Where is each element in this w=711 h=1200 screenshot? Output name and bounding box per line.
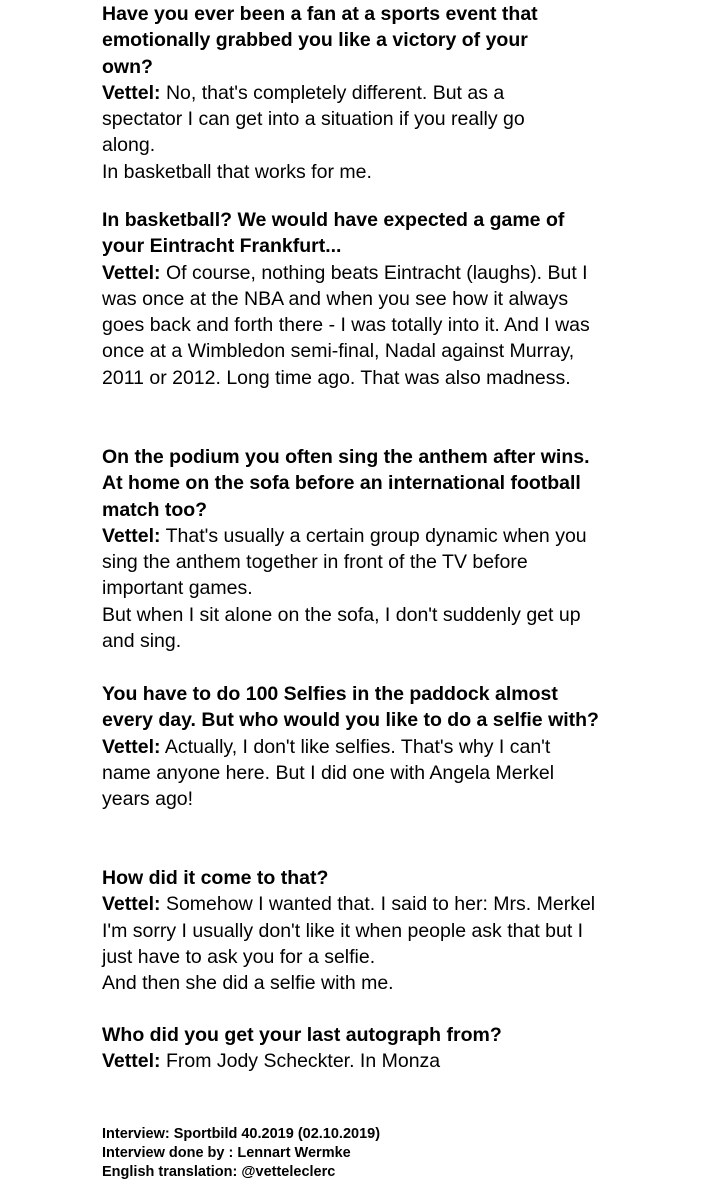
credit-interviewer: Interview done by : Lennart Wermke xyxy=(102,1145,351,1161)
speaker-label: Vettel: xyxy=(102,81,161,104)
speaker-label: Vettel: xyxy=(102,524,161,547)
qa-block xyxy=(102,865,602,996)
answer-text: Somehow I wanted that. I said to her: Mrs. Merkel I'm sorry I usually don't like it when people ask that but I just have to ask you for a selfie. xyxy=(102,893,596,968)
qa-block xyxy=(102,207,602,391)
qa-block xyxy=(102,681,602,812)
speaker-label: Vettel: xyxy=(102,1050,161,1073)
qa-block xyxy=(102,1,572,185)
answer xyxy=(102,80,572,185)
answer-text: In basketball that works for me. xyxy=(102,160,372,183)
answer xyxy=(102,891,602,996)
answer xyxy=(102,734,602,813)
question: Who did you get your last autograph from? xyxy=(102,1024,502,1046)
question: You have to do 100 Selfies in the paddock almost every day. But who would you like to do a selfie with? xyxy=(102,683,599,732)
credit-translation: English translation: @vetteleclerc xyxy=(102,1164,336,1180)
credits xyxy=(102,1125,380,1182)
question: How did it come to that? xyxy=(102,867,329,889)
answer-text: From Jody Scheckter. In Monza xyxy=(165,1050,441,1073)
answer-text: No, that's completely different. But as a spectator I can get into a situation if you really go along. xyxy=(102,81,525,157)
answer-text: But when I sit alone on the sofa, I don't suddenly get up and sing. xyxy=(102,603,581,653)
qa-block xyxy=(102,1022,602,1075)
question: In basketball? We would have expected a game of your Eintracht Frankfurt... xyxy=(102,209,565,258)
qa-block xyxy=(102,444,602,654)
answer-text: And then she did a selfie with me. xyxy=(102,972,394,995)
answer xyxy=(102,1048,602,1074)
credit-source: Interview: Sportbild 40.2019 (02.10.2019) xyxy=(102,1126,381,1142)
answer-text: That's usually a certain group dynamic when you sing the anthem together in front of the TV before important games. xyxy=(102,524,587,600)
speaker-label: Vettel: xyxy=(102,893,161,916)
question: On the podium you often sing the anthem after wins. At home on the sofa before an international football match too? xyxy=(102,446,590,521)
answer xyxy=(102,523,602,654)
speaker-label: Vettel: xyxy=(102,261,161,284)
speaker-label: Vettel: xyxy=(102,735,161,758)
answer xyxy=(102,260,602,391)
question: Have you ever been a fan at a sports event that emotionally grabbed you like a victory of your own? xyxy=(102,3,538,78)
answer-text: Actually, I don't like selfies. That's why I can't name anyone here. But I did one with Angela Merkel years ago! xyxy=(102,735,555,811)
answer-text: Of course, nothing beats Eintracht (laughs). But I was once at the NBA and when you see how it always goes back and forth there - I was totally into it. And I was once at a Wimbledon semi-final, Nadal against Murray, 2011 or 2012. Long time ago. That was also madness. xyxy=(102,261,590,389)
